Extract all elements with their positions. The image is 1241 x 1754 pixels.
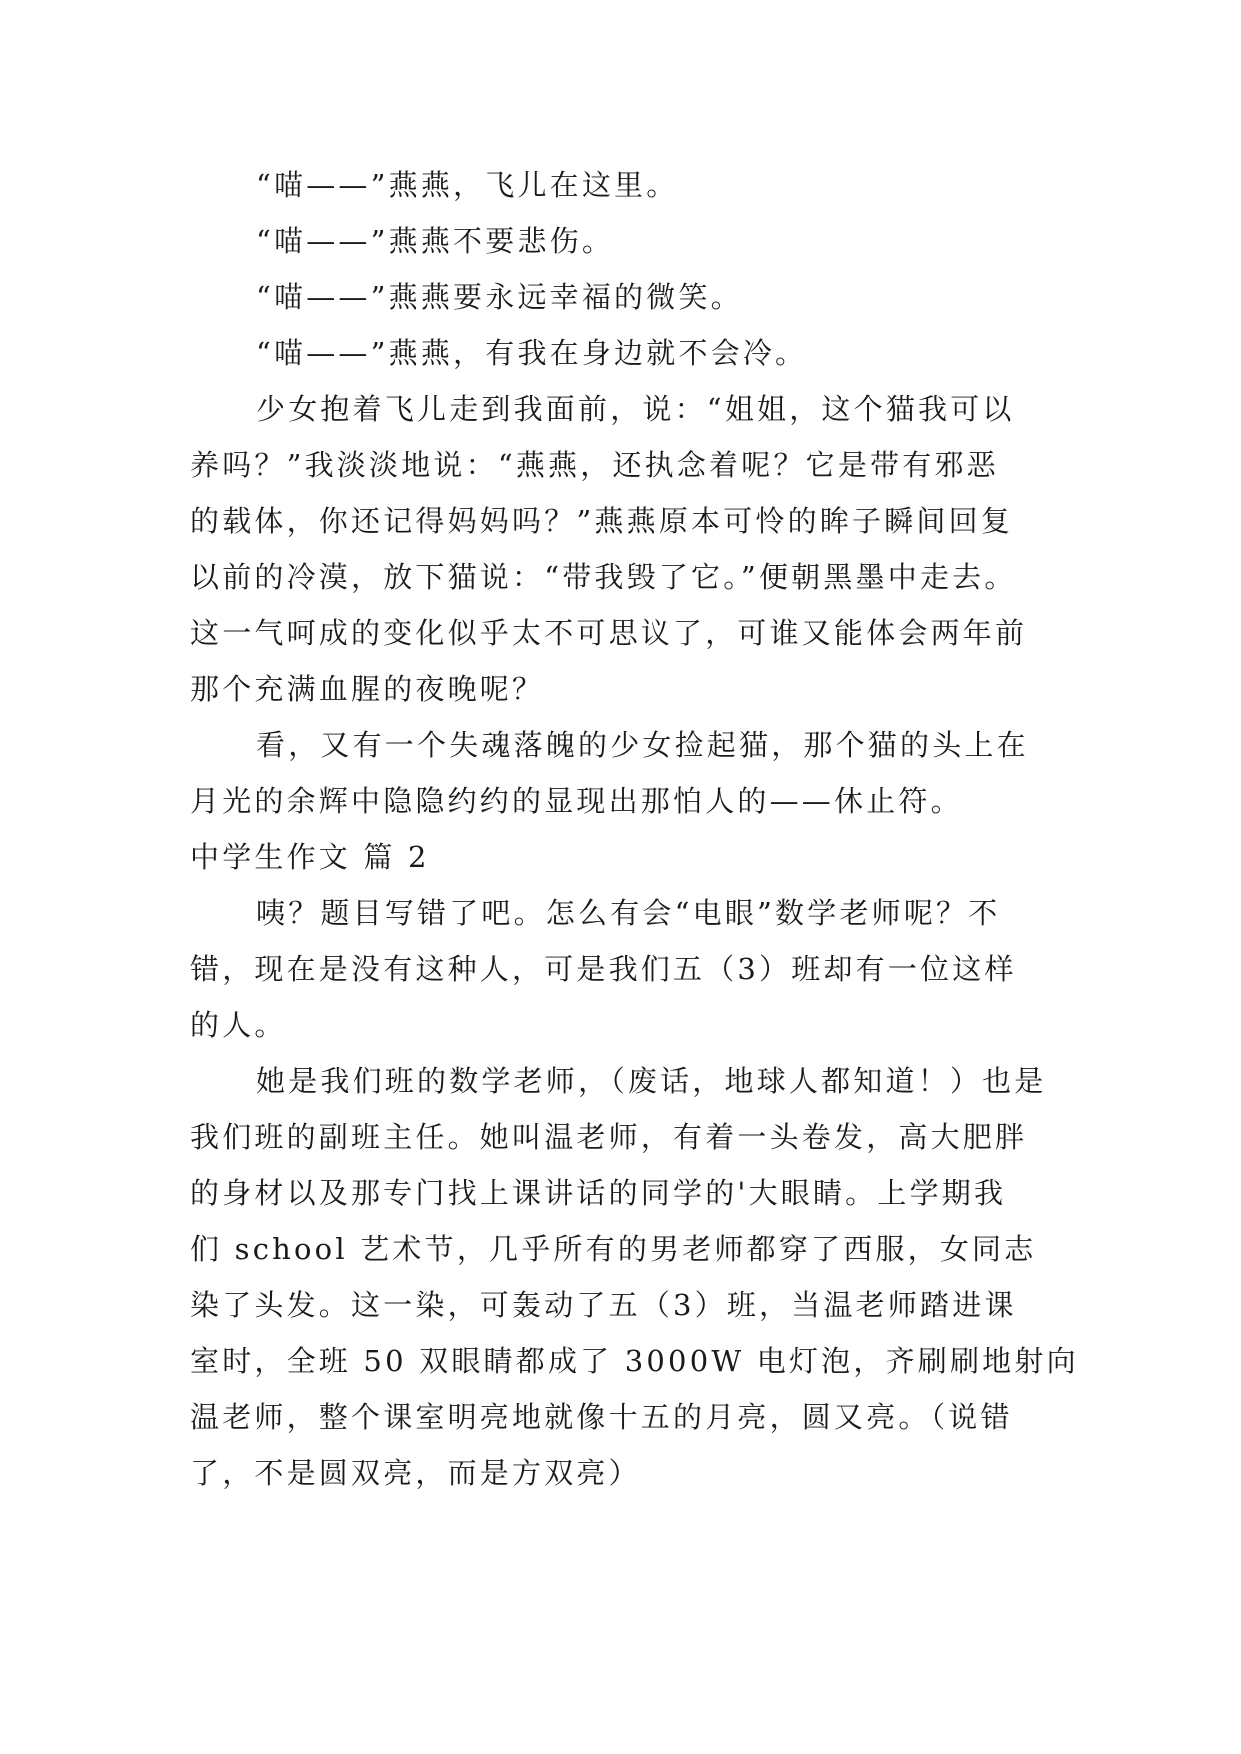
paragraph-line: 这一气呵成的变化似乎太不可思议了，可谁又能体会两年前 xyxy=(190,616,1028,650)
paragraph-line: 染了头发。这一染，可轰动了五（3）班，当温老师踏进课 xyxy=(190,1288,1017,1322)
paragraph-line: 以前的冷漠，放下猫说：“带我毁了它。”便朝黑墨中走去。 xyxy=(190,560,1017,594)
paragraph-line: 她是我们班的数学老师，（废话，地球人都知道！）也是 xyxy=(256,1064,1047,1098)
paragraph-line: 错，现在是没有这种人，可是我们五（3）班却有一位这样 xyxy=(190,952,1017,986)
paragraph-line: 那个充满血腥的夜晚呢？ xyxy=(190,672,545,706)
dialogue-line: “喵——”燕燕，飞儿在这里。 xyxy=(256,168,679,202)
dialogue-line: “喵——”燕燕，有我在身边就不会冷。 xyxy=(256,336,808,370)
paragraph-line: 养吗？”我淡淡地说：“燕燕，还执念着呢？它是带有邪恶 xyxy=(190,448,999,482)
dialogue-line: “喵——”燕燕不要悲伤。 xyxy=(256,224,615,258)
paragraph-line: 了，不是圆双亮，而是方双亮） xyxy=(190,1456,641,1490)
paragraph-line: 的人。 xyxy=(190,1008,287,1042)
dialogue-line: “喵——”燕燕要永远幸福的微笑。 xyxy=(256,280,743,314)
paragraph-line: 少女抱着飞儿走到我面前，说：“姐姐，这个猫我可以 xyxy=(256,392,1015,426)
paragraph-line: 咦？题目写错了吧。怎么有会“电眼”数学老师呢？不 xyxy=(256,896,1001,930)
paragraph-line: 的载体，你还记得妈妈吗？”燕燕原本可怜的眸子瞬间回复 xyxy=(190,504,1014,538)
section-heading: 中学生作文 篇 2 xyxy=(190,840,430,874)
paragraph-line: 的身材以及那专门找上课讲话的同学的'大眼睛。上学期我 xyxy=(190,1176,1007,1210)
paragraph-line: 们 school 艺术节，几乎所有的男老师都穿了西服，女同志 xyxy=(190,1232,1037,1266)
paragraph-line: 室时，全班 50 双眼睛都成了 3000W 电灯泡，齐刷刷地射向 xyxy=(190,1344,1079,1378)
paragraph-line: 月光的余辉中隐隐约约的显现出那怕人的——休止符。 xyxy=(190,784,963,818)
paragraph-line: 温老师，整个课室明亮地就像十五的月亮，圆又亮。（说错 xyxy=(190,1400,1013,1434)
paragraph-line: 我们班的副班主任。她叫温老师，有着一头卷发，高大肥胖 xyxy=(190,1120,1028,1154)
paragraph-line: 看，又有一个失魂落魄的少女捡起猫，那个猫的头上在 xyxy=(256,728,1029,762)
